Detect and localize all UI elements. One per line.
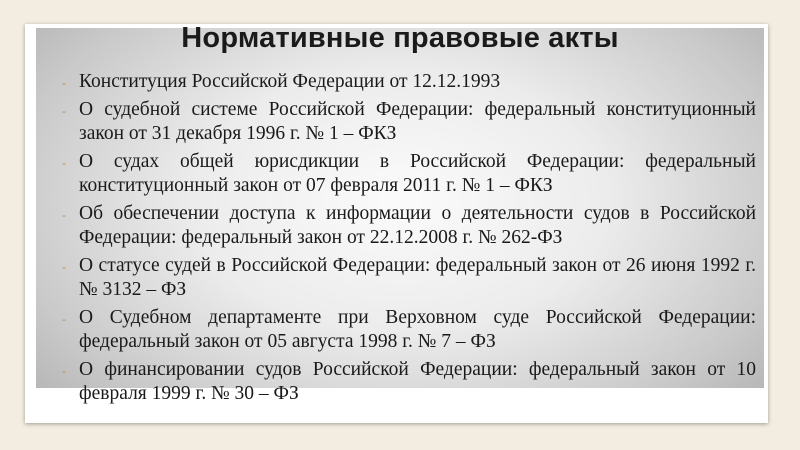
acts-list: [62, 70, 756, 410]
list-item: [62, 70, 756, 94]
list-item: [62, 358, 756, 406]
list-item-text: Конституция Российской Федерации от 12.12.1993: [79, 71, 501, 92]
list-item: [62, 254, 756, 302]
list-item-text: О Судебном департаменте при Верховном суде Российской Федерации: федеральный закон от 05 августа 1998 г. № 7 – ФЗ: [79, 307, 756, 352]
slide-title: Нормативные правовые акты: [181, 22, 619, 54]
dash-bullet-icon: -: [62, 312, 66, 326]
dash-bullet-icon: -: [62, 104, 66, 118]
list-item: [62, 150, 756, 198]
list-item-text: О судебной системе Российской Федерации: федеральный конституционный закон от 31 декабря 1996 г. № 1 – ФКЗ: [79, 99, 756, 144]
list-item: [62, 306, 756, 354]
list-item: [62, 202, 756, 250]
dash-bullet-icon: -: [62, 364, 66, 378]
list-item-text: О судах общей юрисдикции в Российской Федерации: федеральный конституционный закон от 07 февраля 2011 г. № 1 – ФКЗ: [79, 151, 756, 196]
dash-bullet-icon: -: [62, 156, 66, 170]
list-item: [62, 98, 756, 146]
dash-bullet-icon: -: [62, 208, 66, 222]
dash-bullet-icon: -: [62, 260, 66, 274]
list-item-text: О финансировании судов Российской Федерации: федеральный закон от 10 февраля 1999 г. № 30 – ФЗ: [79, 359, 756, 404]
list-item-text: Об обеспечении доступа к информации о деятельности судов в Российской Федерации: федеральный закон от 22.12.2008 г. № 262-ФЗ: [79, 203, 756, 248]
dash-bullet-icon: -: [62, 76, 66, 90]
list-item-text: О статусе судей в Российской Федерации: федеральный закон от 26 июня 1992 г. № 3132 – ФЗ: [79, 255, 756, 300]
